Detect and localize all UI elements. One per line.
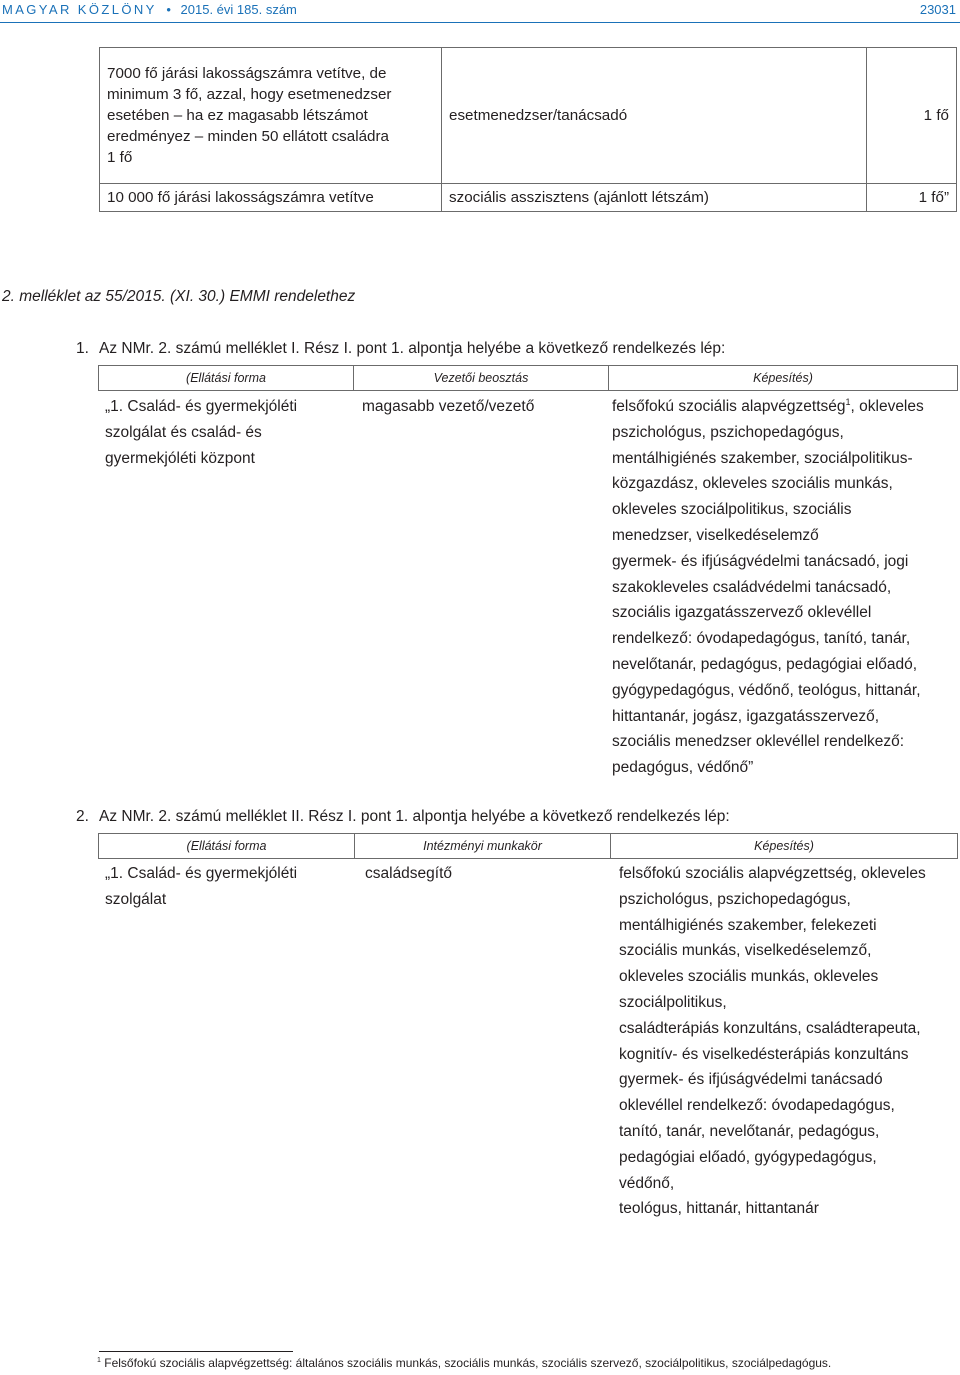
table-header-row [99, 366, 958, 391]
section-2-col-munkakor [365, 861, 452, 887]
section-2-text: Az NMr. 2. számú melléklet II. Rész I. pont 1. alpontja helyébe a következő rendelkezés lép: [99, 808, 730, 825]
section-2-header-table [98, 833, 958, 859]
cell-line: okleveles szociálpolitikus, szociális [612, 501, 852, 519]
cell-line: 7000 fő járási lakosságszámra vetítve, de [107, 65, 387, 82]
cell-line: nevelőtanár, pedagógus, pedagógiai előadó, [612, 655, 918, 673]
cell-line: szociális menedzser oklevéllel rendelkező: [612, 733, 905, 751]
section-1-header-table [98, 365, 958, 391]
header-ellatasi-forma: (Ellátási forma [99, 366, 354, 391]
cell-line: szolgálat [105, 890, 167, 908]
cell-line: mentálhigiénés szakember, felekezeti [619, 916, 877, 934]
cell-line: szociális igazgatásszervező oklevéllel [612, 604, 872, 622]
cell-line: szociális munkás, viselkedéselemző, [619, 942, 872, 960]
cell-line: szakokleveles családvédelmi tanácsadó, [612, 578, 892, 596]
cell-line: pedagógiai előadó, gyógypedagógus, [619, 1148, 877, 1166]
journal-name: MAGYAR KÖZLÖNY [2, 2, 157, 17]
cell-line: gyermekjóléti központ [105, 449, 255, 467]
footnote-reference[interactable]: 1 [845, 396, 851, 407]
header-ellatasi-forma: (Ellátási forma [99, 834, 355, 859]
annex-title: 2. melléklet az 55/2015. (XI. 30.) EMMI rendelethez [2, 288, 356, 305]
cell-line: gyógypedagógus, védőnő, teológus, hittanár, [612, 681, 921, 699]
cell-line: tanító, tanár, nevelőtanár, pedagógus, [619, 1122, 880, 1140]
cell-line: rendelkező: óvodapedagógus, tanító, tanár, [612, 630, 911, 648]
section-2-number: 2. [76, 808, 89, 825]
cell-line: mentálhigiénés szakember, szociálpolitikus- [612, 449, 913, 467]
cell-line: oklevéllel rendelkező: óvodapedagógus, [619, 1097, 895, 1115]
role-cell: esetmenedzser/tanácsadó [442, 48, 867, 184]
section-2-col-kepesites [619, 861, 926, 1222]
cell-line: minimum 3 fő, azzal, hogy esetmenedzser [107, 86, 392, 103]
cell-line: pszichológus, pszichopedagógus, [619, 890, 851, 908]
cell-line: gyermek- és ifjúságvédelmi tanácsadó, jogi [612, 552, 909, 570]
count-cell: 1 fő [867, 48, 957, 184]
header-kepesites: Képesítés) [609, 366, 958, 391]
cell-line: családsegítő [365, 865, 453, 882]
cell-line: felsőfokú szociális alapvégzettség, okleveles [619, 865, 926, 882]
cell-line: „1. Család- és gyermekjóléti [105, 398, 298, 415]
section-1-col-beosztas [362, 394, 534, 420]
section-1-text: Az NMr. 2. számú melléklet I. Rész I. pont 1. alpontja helyébe a következő rendelkezés lép: [99, 340, 726, 357]
table-row [100, 184, 957, 212]
role-cell: szociális asszisztens (ajánlott létszám) [442, 184, 867, 212]
footnote-mark: 1 [97, 1357, 101, 1364]
table-header-row [99, 834, 958, 859]
table-row [100, 48, 957, 184]
footnote-rule [99, 1351, 293, 1352]
footnote-text: Felsőfokú szociális alapvégzettség: általános szociális munkás, szociális munkás, szociális szervező, szociálpolitikus, szociálpedagógus. [104, 1356, 832, 1370]
cell-line: magasabb vezető/vezető [362, 398, 535, 415]
cell-line: eredményez – minden 50 ellátott családra [107, 128, 389, 145]
issue-label: 2015. évi 185. szám [180, 2, 297, 17]
header-intezmenyi-munkakor: Intézményi munkakör [355, 834, 611, 859]
cell-text: felsőfokú szociális alapvégzettség [612, 398, 846, 415]
cell-line: hittantanár, jogász, igazgatásszervező, [612, 707, 880, 725]
cell-line: szolgálat és család- és [105, 423, 262, 441]
cell-line: menedzser, viselkedéselemző [612, 526, 819, 544]
footnote [97, 1356, 831, 1370]
section-1-col-forma [105, 394, 297, 471]
section-1-number: 1. [76, 340, 89, 357]
section-2-col-forma [105, 861, 297, 913]
count-cell: 1 fő” [867, 184, 957, 212]
cell-line: védőnő, [619, 1174, 675, 1192]
cell-line: közgazdász, okleveles szociális munkás, [612, 475, 893, 493]
cell-text: , okleveles [850, 398, 924, 415]
section-1-col-kepesites [612, 394, 924, 781]
header-rule [0, 22, 960, 23]
staffing-table [99, 47, 957, 212]
cell-line: teológus, hittanár, hittantanár [619, 1200, 819, 1218]
cell-line: pszichológus, pszichopedagógus, [612, 423, 844, 441]
condition-cell: 10 000 fő járási lakosságszámra vetítve [100, 184, 442, 212]
running-header-left [2, 2, 297, 17]
header-vezetoi-beosztas: Vezetői beosztás [354, 366, 609, 391]
cell-line: okleveles szociális munkás, okleveles [619, 968, 879, 986]
condition-cell [100, 48, 442, 184]
cell-line [612, 394, 924, 420]
cell-line: esetében – ha ez magasabb létszámot [107, 107, 368, 124]
cell-line: 1 fő [107, 149, 133, 166]
cell-line: pedagógus, védőnő” [612, 759, 754, 777]
cell-line: szociálpolitikus, [619, 993, 727, 1011]
page-number: 23031 [919, 2, 956, 17]
header-kepesites: Képesítés) [611, 834, 958, 859]
cell-line: kognitív- és viselkedésterápiás konzultáns [619, 1045, 909, 1063]
cell-line: „1. Család- és gyermekjóléti [105, 865, 298, 882]
cell-line: családterápiás konzultáns, családterapeuta, [619, 1019, 921, 1037]
header-separator: • [166, 2, 171, 17]
cell-line: gyermek- és ifjúságvédelmi tanácsadó [619, 1071, 883, 1089]
